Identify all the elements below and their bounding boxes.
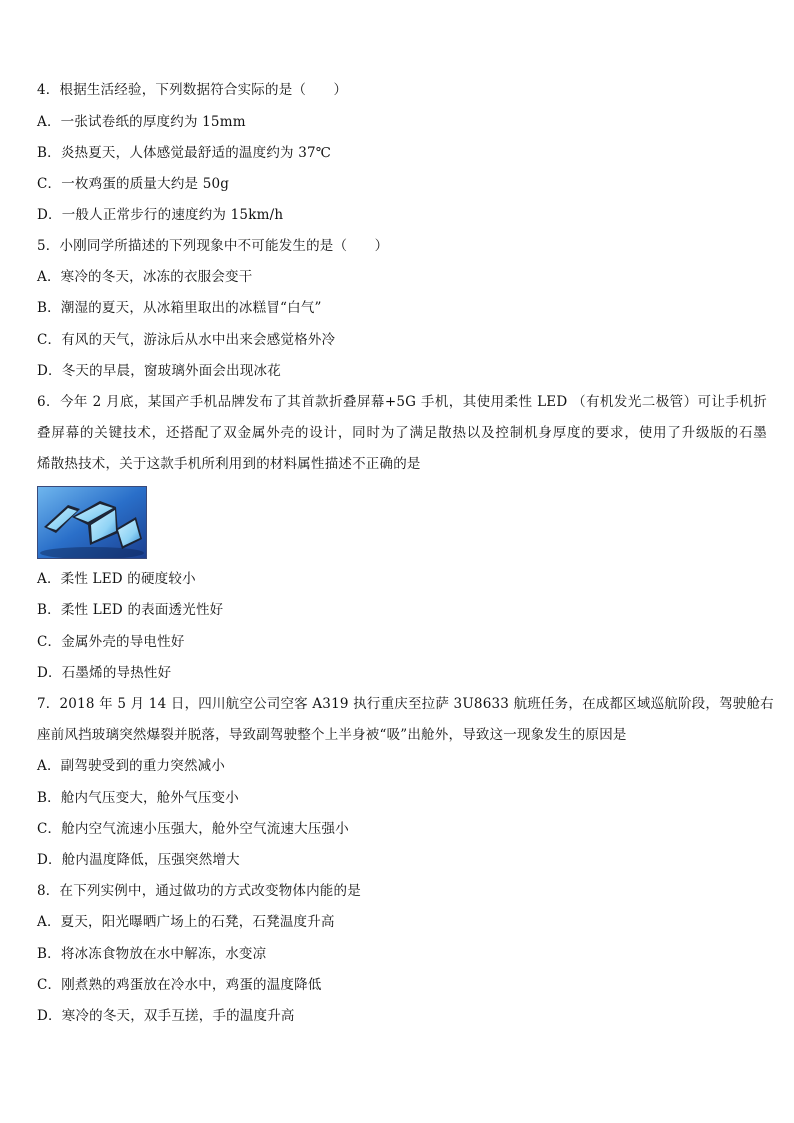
question-5-stem: 5．小刚同学所描述的下列现象中不可能发生的是（ ） xyxy=(37,238,389,254)
question-6-stem-line-3: 烯散热技术，关于这款手机所利用到的材料属性描述不正确的是 xyxy=(37,456,421,472)
question-7-stem-line-2: 座前风挡玻璃突然爆裂并脱落，导致副驾驶整个上半身被“吸”出舱外，导致这一现象发生的原因是 xyxy=(37,727,627,743)
question-5-option-a: A．寒冷的冬天，冰冻的衣服会变干 xyxy=(37,269,253,285)
question-7-stem-line-1: 7．2018 年 5 月 14 日，四川航空公司空客 A319 执行重庆至拉萨 3U8633 航班任务，在成都区域巡航阶段，驾驶舱右 xyxy=(37,696,774,712)
question-6-option-c: C．金属外壳的导电性好 xyxy=(37,634,185,650)
question-5-option-d: D．冬天的早晨，窗玻璃外面会出现冰花 xyxy=(37,363,281,379)
question-4-option-c: C．一枚鸡蛋的质量大约是 50g xyxy=(37,176,230,192)
foldable-phone-photo xyxy=(37,486,147,559)
question-8-option-d: D．寒冷的冬天，双手互搓，手的温度升高 xyxy=(37,1008,295,1024)
foldable-phone-icon xyxy=(38,487,146,558)
question-6-stem-line-1: 6．今年 2 月底，某国产手机品牌发布了其首款折叠屏幕+5G 手机，其使用柔性 LED （有机发光二极管）可让手机折 xyxy=(37,394,767,410)
question-6-option-a: A．柔性 LED 的硬度较小 xyxy=(37,571,196,587)
question-4-stem: 4．根据生活经验，下列数据符合实际的是（ ） xyxy=(37,82,348,98)
question-8-option-a: A．夏天，阳光曝晒广场上的石凳，石凳温度升高 xyxy=(37,914,335,930)
question-6-option-b: B．柔性 LED 的表面透光性好 xyxy=(37,602,224,618)
question-8-option-c: C．刚煮熟的鸡蛋放在冷水中，鸡蛋的温度降低 xyxy=(37,977,322,993)
question-5-option-c: C．有风的天气，游泳后从水中出来会感觉格外冷 xyxy=(37,332,336,348)
question-5-option-b: B．潮湿的夏天，从冰箱里取出的冰糕冒“白气” xyxy=(37,300,322,316)
question-6-stem-line-2: 叠屏幕的关键技术，还搭配了双金属外壳的设计，同时为了满足散热以及控制机身厚度的要求，使用了升级版的石墨 xyxy=(37,425,767,441)
question-7-option-b: B．舱内气压变大，舱外气压变小 xyxy=(37,790,239,806)
question-7-option-a: A．副驾驶受到的重力突然减小 xyxy=(37,758,226,774)
question-4-option-a: A．一张试卷纸的厚度约为 15mm xyxy=(37,114,246,130)
question-4-option-d: D．一般人正常步行的速度约为 15km/h xyxy=(37,207,284,223)
question-4-option-b: B．炎热夏天，人体感觉最舒适的温度约为 37℃ xyxy=(37,145,332,161)
question-8-option-b: B．将冰冻食物放在水中解冻，水变凉 xyxy=(37,946,267,962)
question-7-option-d: D．舱内温度降低，压强突然增大 xyxy=(37,852,240,868)
question-7-option-c: C．舱内空气流速小压强大，舱外空气流速大压强小 xyxy=(37,821,349,837)
question-6-option-d: D．石墨烯的导热性好 xyxy=(37,665,172,681)
question-8-stem: 8．在下列实例中，通过做功的方式改变物体内能的是 xyxy=(37,883,361,899)
